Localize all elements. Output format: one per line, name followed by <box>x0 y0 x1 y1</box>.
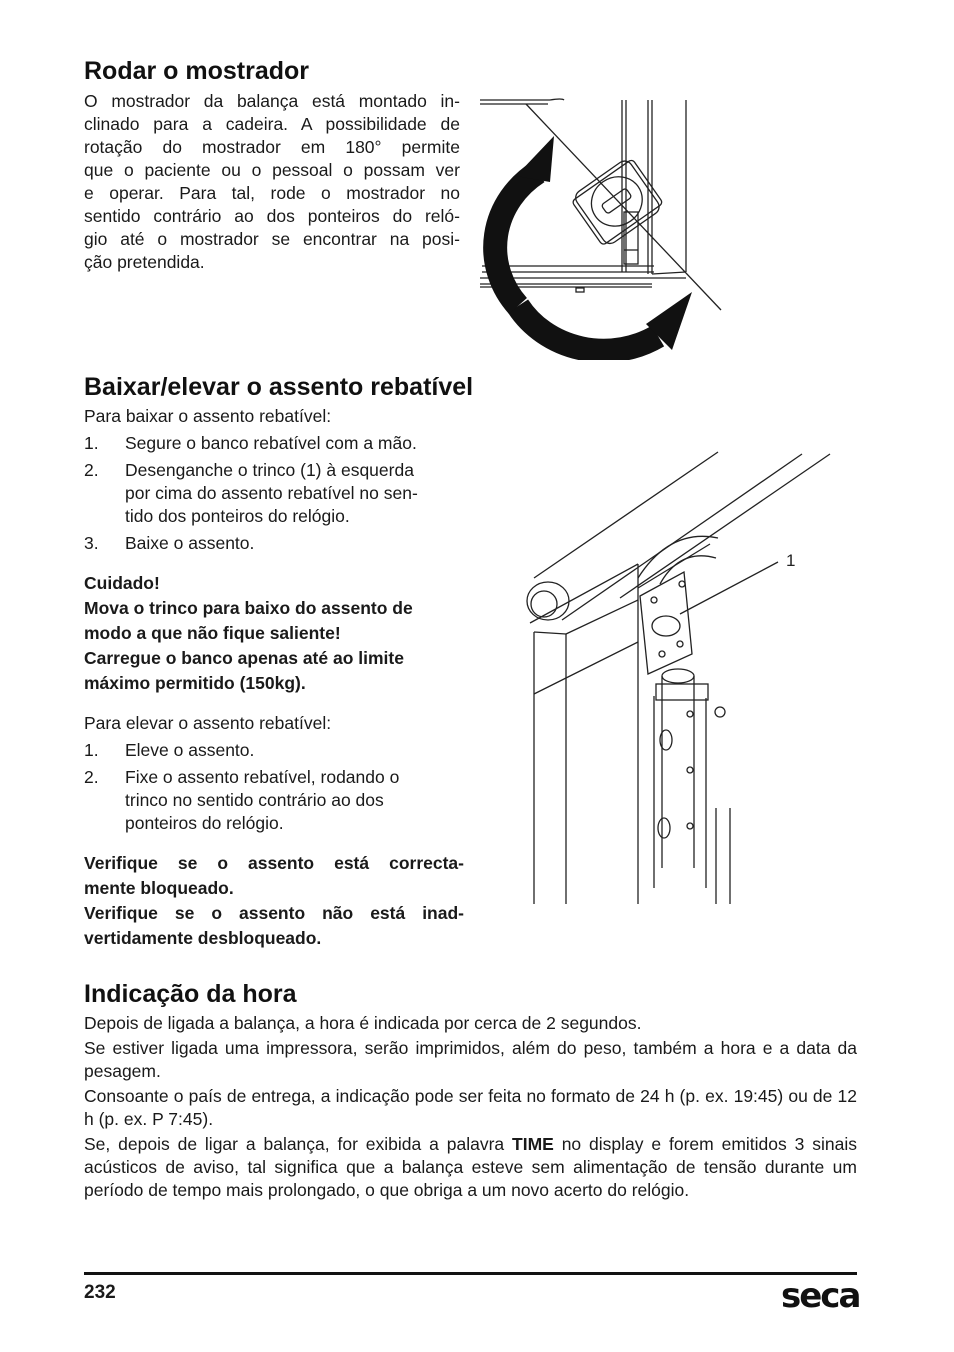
caution-line: modo a que não fique saliente! <box>84 623 341 643</box>
text-line: que o paciente ou o pessoal o possam ver <box>84 160 460 180</box>
raise-intro: Para elevar o assento rebatível: <box>84 713 332 733</box>
time-keyword: TIME <box>512 1134 554 1154</box>
display-rotation-illustration <box>476 92 736 360</box>
text-line: e operar. Para tal, rode o mostrador no <box>84 183 460 203</box>
list-item <box>84 739 464 762</box>
step-text: Eleve o assento. <box>125 740 255 760</box>
verify-box <box>84 851 464 951</box>
list-item <box>84 459 425 528</box>
list-item <box>84 432 464 455</box>
step-text: Baixe o assento. <box>125 533 255 553</box>
time-paragraph-1: Depois de ligada a balança, a hora é indicada por cerca de 2 segundos. <box>84 1013 642 1033</box>
verify-line: Verifique se o assento está correcta- <box>84 853 464 873</box>
section-title-time-display: Indicação da hora <box>84 980 297 1008</box>
text-line: rotação do mostrador em 180° permite <box>84 137 460 157</box>
seat-instructions <box>84 405 464 951</box>
step-number: 1. <box>84 740 99 760</box>
step-text: Segure o banco rebatível com a mão. <box>125 433 417 453</box>
text-line: ção pretendida. <box>84 252 205 272</box>
verify-line: mente bloqueado. <box>84 878 234 898</box>
lower-steps <box>84 432 464 555</box>
list-item <box>84 532 464 555</box>
text-line: clinado para a cadeira. A possibilidade de <box>84 114 460 134</box>
time-p4-text: Se, depois de ligar a balança, for exibida a palavra <box>84 1134 513 1154</box>
caution-line: máximo permitido (150kg). <box>84 673 306 693</box>
caution-line: Mova o trinco para baixo do assento de <box>84 598 413 618</box>
time-description <box>84 1012 857 1202</box>
caution-line: Cuidado! <box>84 573 160 593</box>
caution-line: Carregue o banco apenas até ao limite <box>84 648 404 668</box>
caution-box <box>84 571 464 696</box>
section-title-seat-display: Baixar/elevar o assento rebatível <box>84 373 474 401</box>
verify-line: Verifique se o assento não está inad- <box>84 903 464 923</box>
seat-latch-illustration <box>520 448 840 906</box>
section-title-rotate-display: Rodar o mostrador <box>84 57 310 85</box>
brand-logo: seca <box>781 1276 860 1316</box>
step-text: Desenganche o trinco (1) à esquerda por cima do assento rebatível no sen- tido dos ponteiros do relógio. <box>125 460 418 526</box>
list-item <box>84 766 435 835</box>
step-number: 3. <box>84 533 99 553</box>
footer-rule <box>84 1272 857 1275</box>
step-number: 2. <box>84 767 99 787</box>
text-line: gio até o mostrador se encontrar na posi- <box>84 229 460 249</box>
step-number: 2. <box>84 460 99 480</box>
raise-steps <box>84 739 464 835</box>
time-paragraph-3: Consoante o país de entrega, a indicação pode ser feita no formato de 24 h (p. ex. 19:45) ou de 12 h (p. ex. P 7:45). <box>84 1086 857 1129</box>
lower-intro: Para baixar o assento rebatível: <box>84 406 332 426</box>
time-paragraph-4 <box>84 1133 857 1202</box>
page-number: 232 <box>84 1282 116 1303</box>
text-line: O mostrador da balança está montado in- <box>84 91 460 111</box>
time-paragraph-2: Se estiver ligada uma impressora, serão imprimidos, além do peso, também a hora e a data da pesagem. <box>84 1038 857 1081</box>
callout-label-1: 1 <box>786 551 796 570</box>
rotate-description <box>84 90 460 274</box>
text-line: sentido contrário ao dos ponteiros do reló- <box>84 206 460 226</box>
verify-line: vertidamente desbloqueado. <box>84 928 322 948</box>
step-number: 1. <box>84 433 99 453</box>
step-text: Fixe o assento rebatível, rodando o trinco no sentido contrário ao dos ponteiros do relógio. <box>125 767 400 833</box>
time-p4-text-end: no display e forem emitidos 3 sinais acústicos de aviso, tal significa que a balança esteve sem alimentação de tensão durante um período de tempo mais prolongado, o que obriga a um novo acerto do relógio. <box>84 1134 857 1200</box>
